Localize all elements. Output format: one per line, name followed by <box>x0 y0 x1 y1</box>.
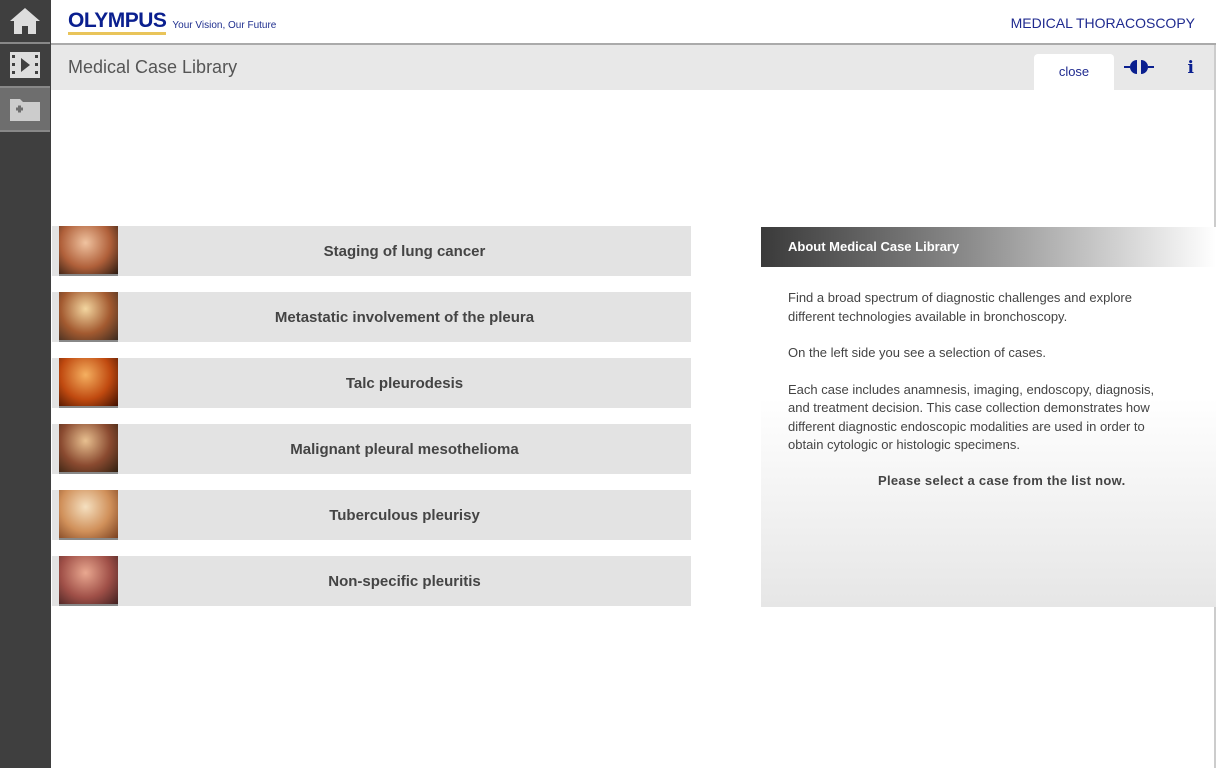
about-paragraph: On the left side you see a selection of cases. <box>788 345 1046 360</box>
logo-tagline: Your Vision, Our Future <box>172 20 277 31</box>
case-label: Tuberculous pleurisy <box>329 506 480 524</box>
sidebar-video-button[interactable] <box>0 44 50 88</box>
header <box>51 0 1216 45</box>
case-thumbnail <box>59 226 118 276</box>
video-icon <box>8 50 42 80</box>
app-title: MEDICAL THORACOSCOPY <box>1010 15 1195 31</box>
sidebar <box>0 0 51 768</box>
case-label: Malignant pleural mesothelioma <box>290 440 519 458</box>
case-list <box>52 226 691 622</box>
about-cta: Please select a case from the list now. <box>878 472 1126 488</box>
home-icon <box>8 6 42 36</box>
about-panel <box>761 227 1216 607</box>
case-item[interactable] <box>52 292 691 342</box>
case-thumbnail <box>59 358 118 408</box>
folder-add-icon <box>8 95 42 123</box>
sidebar-folder-add-button[interactable] <box>0 88 50 132</box>
titlebar <box>51 45 1214 90</box>
sidebar-home-button[interactable] <box>0 0 50 44</box>
about-paragraph: Find a broad spectrum of diagnostic challenges and explore different technologies available in bronchoscopy. <box>788 290 1132 324</box>
connection-button[interactable] <box>1122 58 1156 81</box>
about-title: About Medical Case Library <box>761 227 1216 267</box>
page-title: Medical Case Library <box>68 57 238 77</box>
case-thumbnail <box>59 490 118 540</box>
case-item[interactable] <box>52 556 691 606</box>
case-label: Staging of lung cancer <box>323 242 486 260</box>
close-button[interactable]: close <box>1034 54 1114 90</box>
plug-icon <box>1122 58 1156 76</box>
case-item[interactable] <box>52 358 691 408</box>
case-label: Talc pleurodesis <box>345 374 464 392</box>
case-label: Metastatic involvement of the pleura <box>274 308 535 326</box>
case-item[interactable] <box>52 424 691 474</box>
logo-brand: OLYMPUS <box>68 10 166 35</box>
case-thumbnail <box>59 292 118 342</box>
case-item[interactable] <box>52 226 691 276</box>
olympus-logo <box>68 10 276 35</box>
about-paragraph: Each case includes anamnesis, imaging, endoscopy, diagnosis, and treatment decision. This case collection demonstrates how different diagnostic endoscopic modalities are used in order to obtain cytologic or histologic specimens. <box>788 381 1155 452</box>
case-thumbnail <box>59 556 118 606</box>
case-thumbnail <box>59 424 118 474</box>
case-label: Non-specific pleuritis <box>328 572 481 590</box>
case-item[interactable] <box>52 490 691 540</box>
info-button[interactable]: i <box>1187 58 1194 78</box>
